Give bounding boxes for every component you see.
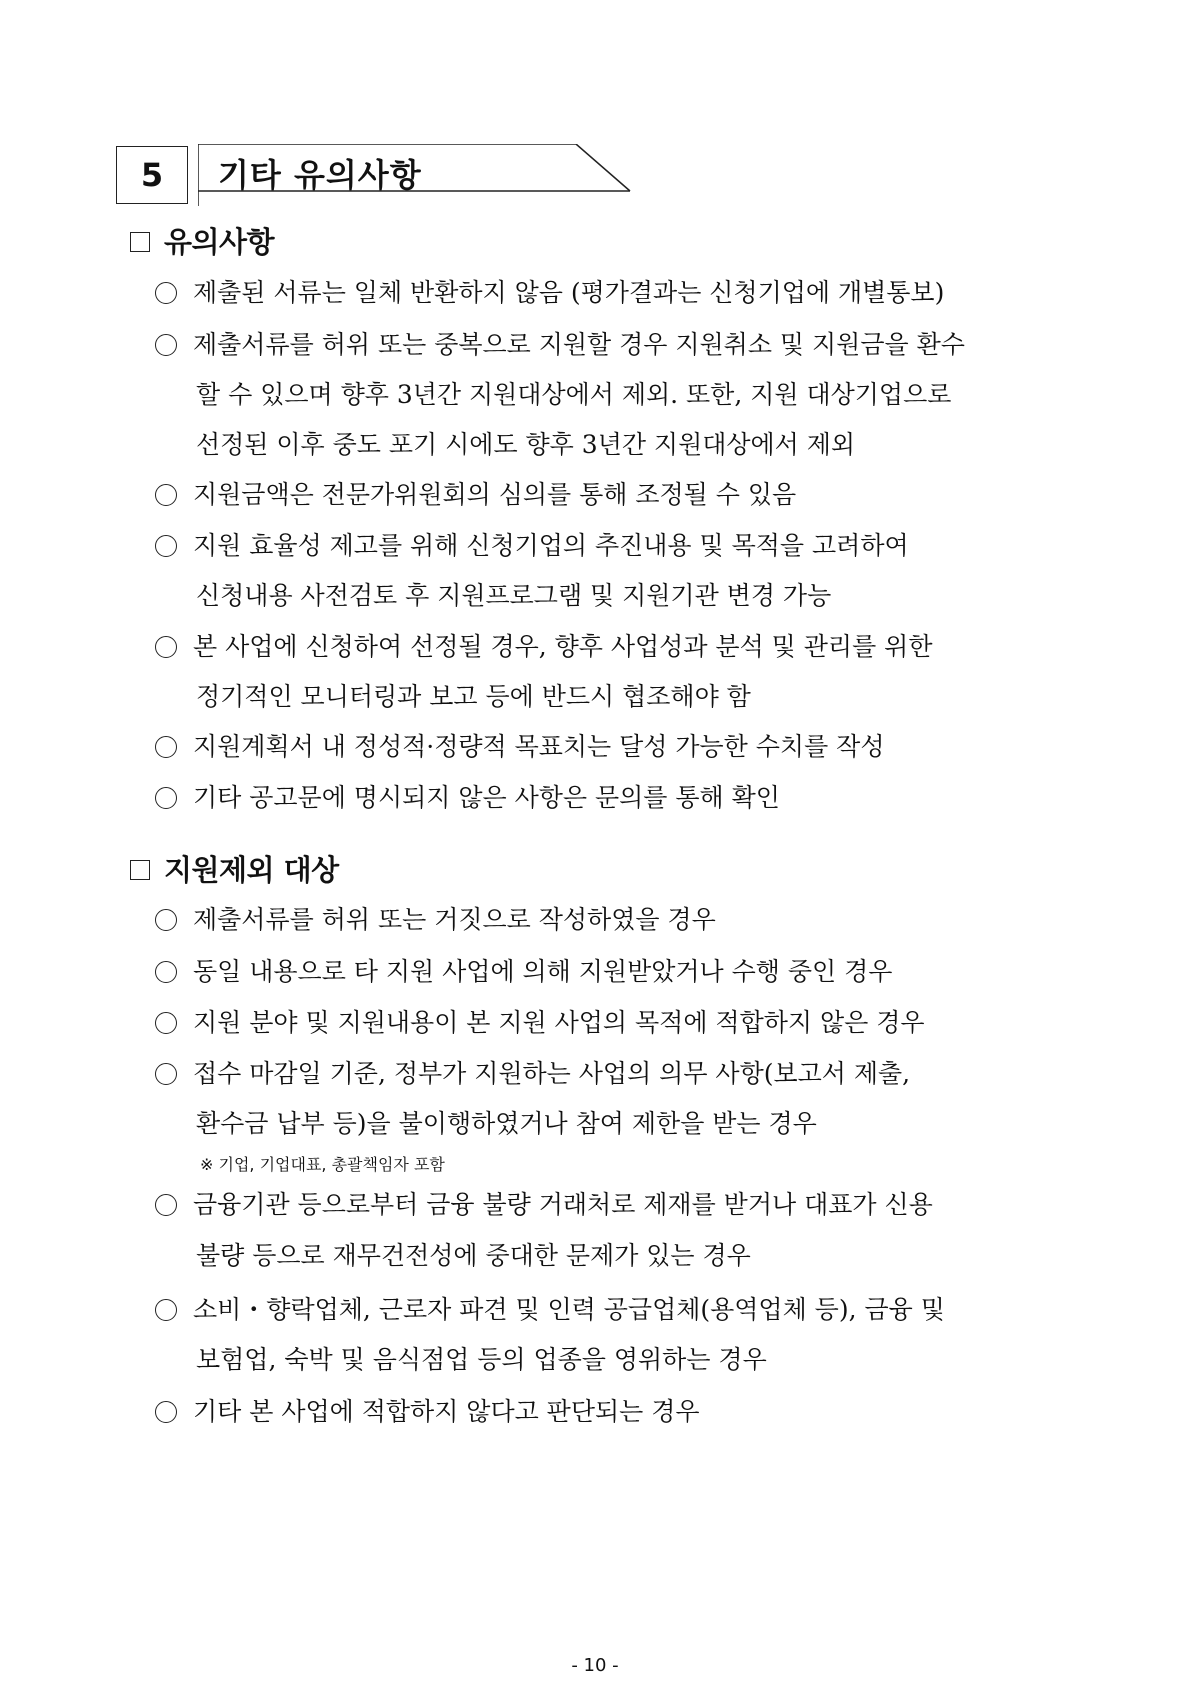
list-item: [155, 952, 892, 992]
list-item: [155, 1054, 910, 1094]
list-item: [155, 778, 780, 818]
list-item-text: 소비・향락업체, 근로자 파견 및 인력 공급업체(용역업체 등), 금융 및: [193, 1295, 945, 1324]
list-item-continuation: 정기적인 모니터링과 보고 등에 반드시 협조해야 함: [196, 682, 751, 711]
list-item: [155, 900, 716, 940]
list-item-text: 지원계획서 내 정성적·정량적 목표치는 달성 가능한 수치를 작성: [193, 732, 885, 761]
checkbox-square-icon: [130, 232, 150, 252]
circle-bullet-icon: [155, 1194, 177, 1216]
circle-bullet-icon: [155, 1401, 177, 1423]
list-item: [155, 526, 909, 566]
exclusions-heading: [130, 850, 339, 890]
section-number: 5: [116, 146, 188, 204]
circle-bullet-icon: [155, 1299, 177, 1321]
list-item-text: 지원금액은 전문가위원회의 심의를 통해 조정될 수 있음: [193, 480, 797, 509]
list-item-text: 접수 마감일 기준, 정부가 지원하는 사업의 의무 사항(보고서 제출,: [193, 1059, 911, 1088]
circle-bullet-icon: [155, 787, 177, 809]
list-item-text: 기타 본 사업에 적합하지 않다고 판단되는 경우: [193, 1397, 700, 1426]
circle-bullet-icon: [155, 961, 177, 983]
notes-heading-text: 유의사항: [164, 225, 275, 259]
list-item-text: 금융기관 등으로부터 금융 불량 거래처로 제재를 받거나 대표가 신용: [193, 1190, 933, 1219]
list-item-text: 제출서류를 허위 또는 중복으로 지원할 경우 지원취소 및 지원금을 환수: [193, 330, 965, 359]
circle-bullet-icon: [155, 1063, 177, 1085]
list-item: [155, 325, 965, 365]
circle-bullet-icon: [155, 484, 177, 506]
list-item: [155, 627, 932, 667]
circle-bullet-icon: [155, 736, 177, 758]
list-item-text: 제출서류를 허위 또는 거짓으로 작성하였을 경우: [193, 905, 716, 934]
checkbox-square-icon: [130, 860, 150, 880]
list-item-continuation: 선정된 이후 중도 포기 시에도 향후 3년간 지원대상에서 제외: [196, 430, 856, 459]
list-item-text: 동일 내용으로 타 지원 사업에 의해 지원받았거나 수행 중인 경우: [193, 957, 893, 986]
list-item-text: 지원 효율성 제고를 위해 신청기업의 추진내용 및 목적을 고려하여: [193, 531, 909, 560]
list-item-text: 기타 공고문에 명시되지 않은 사항은 문의를 통해 확인: [193, 783, 780, 812]
list-item: [155, 727, 884, 767]
circle-bullet-icon: [155, 535, 177, 557]
list-item: [155, 475, 796, 515]
notes-heading: [130, 222, 274, 262]
list-item-text: 본 사업에 신청하여 선정될 경우, 향후 사업성과 분석 및 관리를 위한: [193, 632, 933, 661]
list-item-continuation: 신청내용 사전검토 후 지원프로그램 및 지원기관 변경 가능: [196, 581, 832, 610]
list-item-text: 지원 분야 및 지원내용이 본 지원 사업의 목적에 적합하지 않은 경우: [193, 1008, 925, 1037]
section-title: 기타 유의사항: [218, 156, 422, 194]
list-item: [155, 1392, 700, 1432]
circle-bullet-icon: [155, 334, 177, 356]
circle-bullet-icon: [155, 282, 177, 304]
list-item: [155, 1290, 945, 1330]
list-item-text: 제출된 서류는 일체 반환하지 않음 (평가결과는 신청기업에 개별통보): [193, 278, 945, 307]
circle-bullet-icon: [155, 636, 177, 658]
list-item: [155, 1003, 925, 1043]
section-title-box: [198, 144, 678, 206]
list-item-continuation: 보험업, 숙박 및 음식점업 등의 업종을 영위하는 경우: [196, 1345, 767, 1374]
page-number: - 10 -: [571, 1655, 619, 1676]
circle-bullet-icon: [155, 909, 177, 931]
circle-bullet-icon: [155, 1012, 177, 1034]
list-item-continuation: 불량 등으로 재무건전성에 중대한 문제가 있는 경우: [196, 1241, 751, 1270]
list-item-continuation: 환수금 납부 등)을 불이행하였거나 참여 제한을 받는 경우: [196, 1109, 817, 1138]
footnote: ※ 기업, 기업대표, 총괄책임자 포함: [200, 1155, 445, 1174]
list-item-continuation: 할 수 있으며 향후 3년간 지원대상에서 제외. 또한, 지원 대상기업으로: [196, 380, 952, 409]
list-item: [155, 1185, 933, 1225]
exclusions-heading-text: 지원제외 대상: [164, 853, 339, 887]
list-item: [155, 273, 944, 313]
